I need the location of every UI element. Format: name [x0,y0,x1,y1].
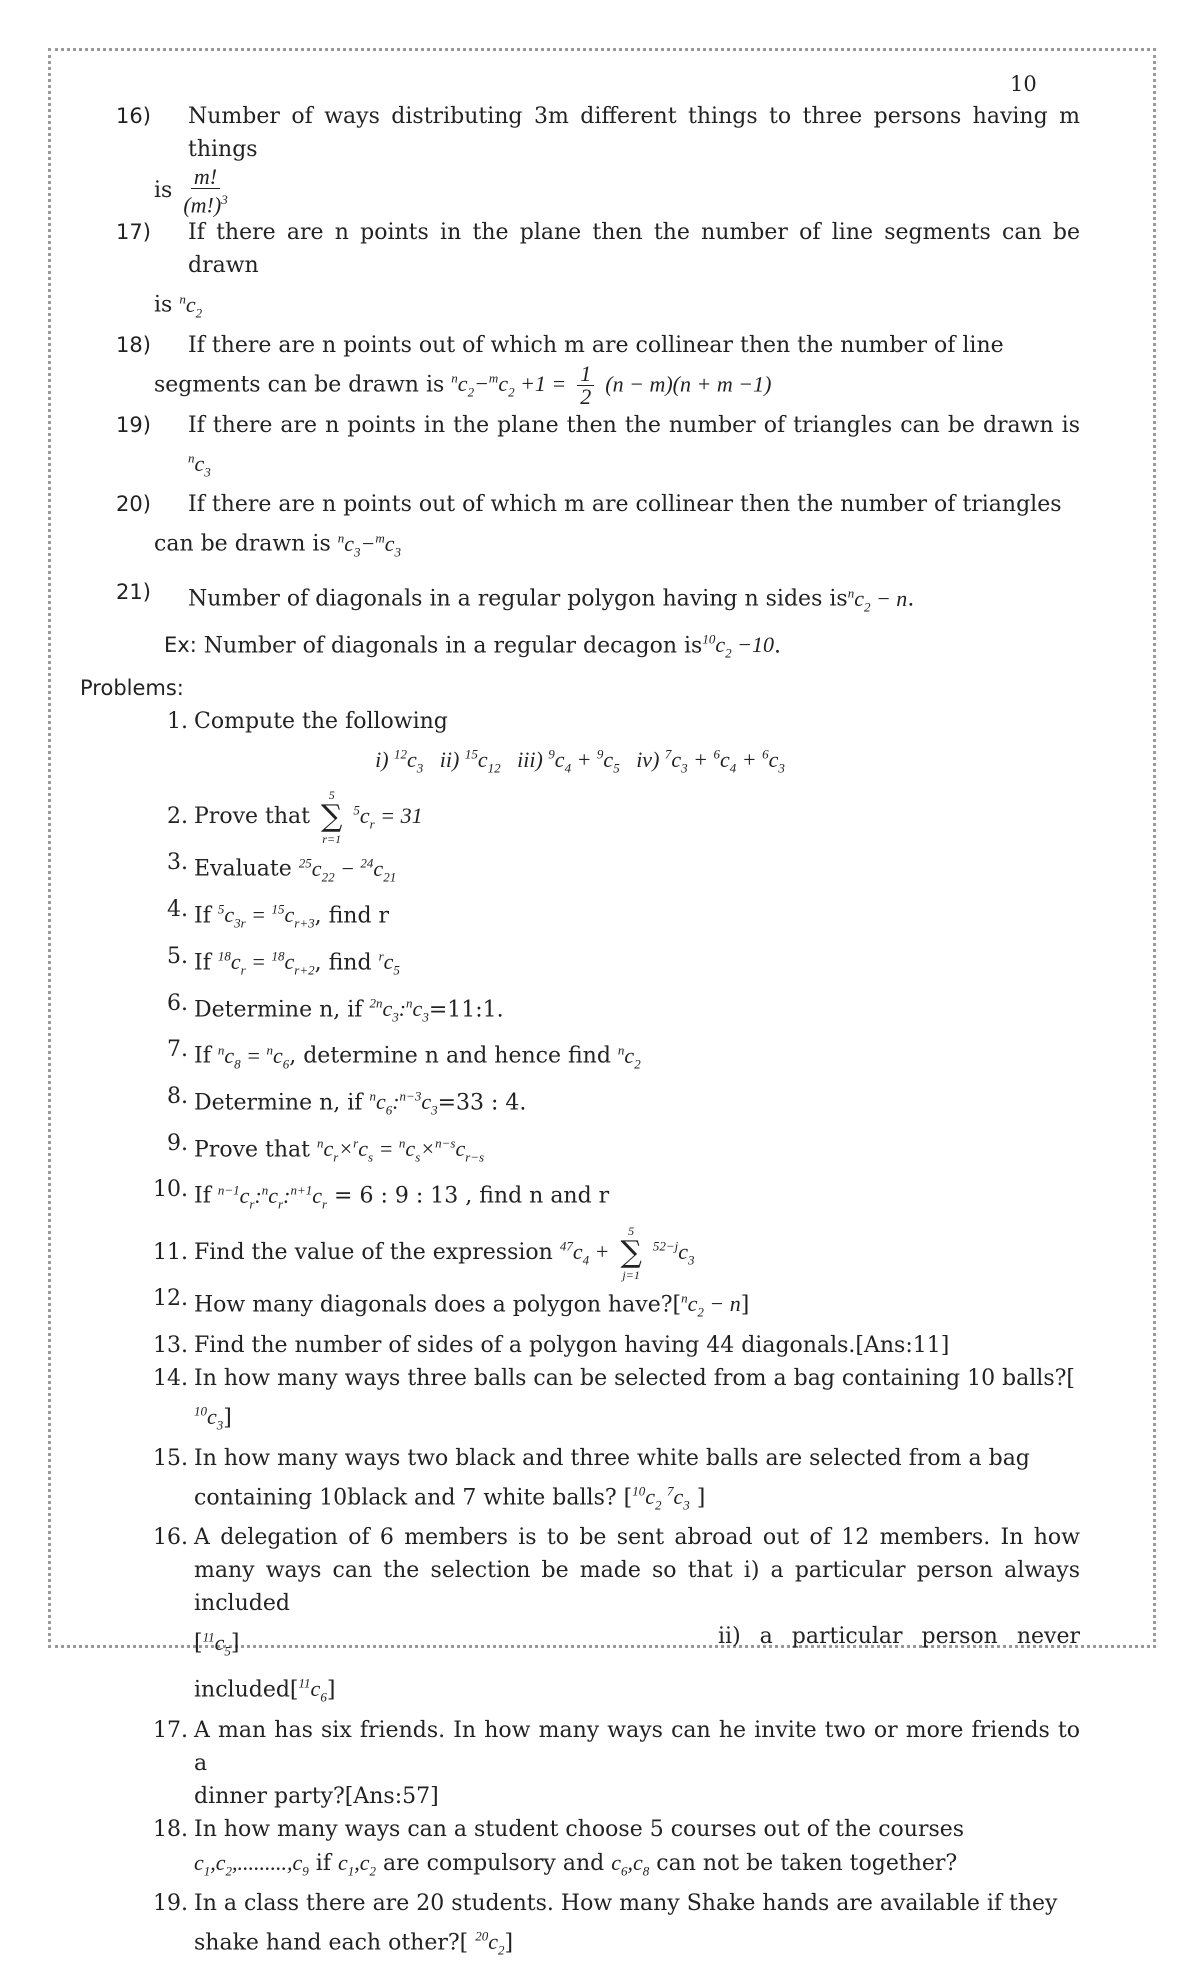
problem-13: 13. Find the number of sides of a polygon having 44 diagonals.[Ans:11] [153,1332,950,1358]
page-number: 10 [1010,72,1037,96]
problem-18: 18. In how many ways can a student choose 5 courses out of the courses $c_1,c_2,.........,c_9$ if $c_1,c_2$ are compulsory and $c_6,c_8$ can not be taken together? [153,1816,965,1879]
problem-6: 6. Determine n, if $^{2n}c_3:^nc_3=11:1$. [167,990,504,1025]
result-20: 20) If there are n points out of which m are collinear then the number of triangles [116,492,1062,518]
result-number: 16) [116,104,151,128]
problem-10: 10. If $^{n-1}c_r:^nc_r:^{n+1}c_r = 6$ : 9 : 13 , find n and r [153,1177,610,1212]
problem-4: 4. If $^5c_{3r} = ^{15}c_{r+3}$, find r [167,897,390,931]
problem-15: 15. In how many ways two black and three white balls are selected from a bag containing 10black and 7 white balls? [$^{10}c_2$ $^7c_3$ ] [153,1445,1030,1513]
problem-2: 2. Prove that 5 ∑ r=1 $^5c_r = 31$ [167,788,423,847]
result-20-cont: can be drawn is $^nc_3-^mc_3$ [154,530,402,560]
result-17: 17) If there are n points in the plane then the number of line segments can be drawn [116,220,1080,279]
problem-5: 5. If $^{18}c_r = ^{18}c_{r+2}$, find $^rc_5$ [167,943,400,978]
formula-fraction: $\frac{m!}{(m!)^3}$ [183,164,228,218]
result-17-cont: is $^nc_2$ [154,291,203,321]
example: Ex: Number of diagonals in a regular decagon $is^{10}c_2 -10$. [164,631,781,661]
problem-11: 11. Find the value of the expression $^{47}c_4$ + 5 ∑ j=1 $^{52-j}c_3$ [153,1224,695,1283]
page-content [80,100,1080,1967]
result-19: 19) If there are n points in the plane then the number of triangles can be drawn is $^nc_3$ [116,412,1080,480]
problem-16: 16. A delegation of 6 members is to be sent abroad out of 12 members. In how many ways can the selection be made so that i) a particular person always included $[^{11}c_5]$ ii) a particular person never $included[^{11}c_6]$ [153,1525,1080,1705]
result-text: Number of ways distributing 3m different things to three persons having m things [188,104,1080,162]
result-21: 21) Number of diagonals in a regular polygon having n sides $is^nc_2 - n$. [116,580,915,614]
problem-7: 7. If $^nc_8 = ^nc_6$, determine n and hence find $^nc_2$ [167,1037,641,1071]
problem-3: 3. Evaluate $^{25}c_{22} - ^{24}c_{21}$ [167,850,397,885]
result-18-cont: segments can be drawn is $^nc_2-^mc_2 +1$ = $\frac{1}{2}$ (n − m)(n + m −1) [154,360,772,409]
problem-8: 8. Determine n, if $^nc_6:^{n-3}c_3=33$ : 4. [167,1083,527,1118]
problem-9: 9. Prove that $^nc_r\times^rc_s = ^nc_s\times^{n-s}c_{r-s}$ [167,1130,485,1165]
problems-heading: Problems: [80,675,184,700]
problem-1: 1. Compute the following [167,708,448,734]
result-16-cont: is $\frac{m!}{(m!)^3}$ [154,164,228,218]
result-18: 18) If there are n points out of which m are collinear then the number of line [116,333,1004,359]
problem-1-parts: i) $^{12}c_3$ ii) $^{15}c_{12}$ iii) $^9c_4 + ^9c_5$ iv) $^7c_3 + ^6c_4 + ^6c_3$ [375,746,785,776]
problem-17: 17. A man has six friends. In how many ways can he invite two or more friends to a dinner party?[Ans:57] [153,1717,1080,1809]
problem-12: 12. How many diagonals does a polygon $have?[^nc_2 - n]$ [153,1286,750,1320]
sum-symbol: 5 ∑ r=1 [320,788,343,847]
problem-19: 19. In a class there are 20 students. How many Shake hands are available if they shake hand each other?[ $^{20}c_2$] [153,1891,1058,1958]
problem-14: 14. In how many ways three balls can be selected from a bag containing 10 balls?[ $^{10}c_3$] [153,1365,1075,1433]
result-16 [80,100,1080,166]
